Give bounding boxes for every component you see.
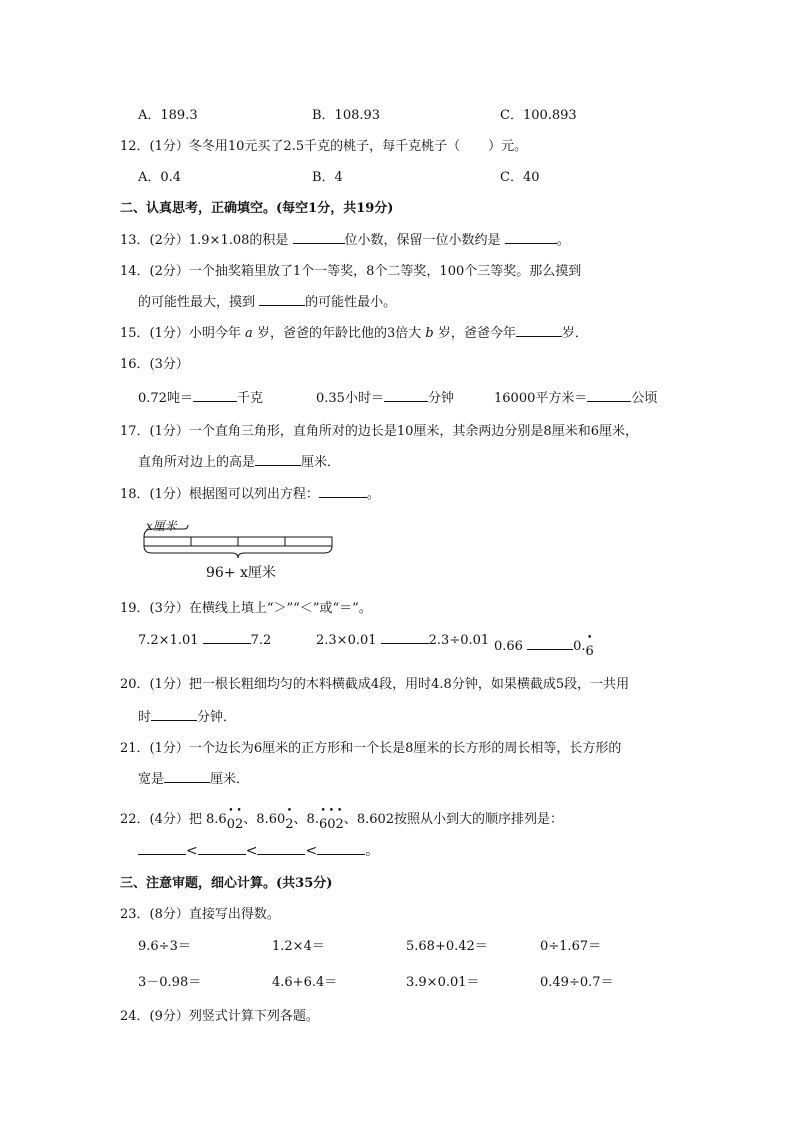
q16-blank-1[interactable] (193, 389, 237, 402)
q12-option-c: C．40 (500, 170, 540, 185)
q18-question: 18．(1分）根据图可以列出方程： 。 (120, 487, 380, 502)
q12-question: 12．(1分）冬冬用10元买了2.5千克的桃子，每千克桃子（ ）元。 (120, 139, 528, 154)
q22-blank-1[interactable] (138, 842, 186, 855)
q19-blank-1[interactable] (203, 631, 251, 644)
q20-line-2: 时 分钟． (138, 710, 237, 725)
q23-r2-c4: 0.49÷0.7＝ (540, 975, 614, 990)
q17-blank[interactable] (255, 453, 301, 466)
q16-heading: 16．(3分） (120, 357, 189, 372)
q21-line-1: 21．(1分）一个边长为6厘米的正方形和一个长是8厘米的长方形的周长相等，长方形的 (120, 741, 622, 756)
q23-r1-c2: 1.2×4＝ (272, 939, 325, 954)
q14-line-2: 的可能性最大，摸到 的可能性最小。 (138, 295, 397, 310)
q23-heading: 23．(8分）直接写出得数。 (120, 907, 280, 922)
q19-blank-2[interactable] (381, 631, 429, 644)
q22-question: 22．(4分）把 8.6• 0• 2、8.60• 2、8.• 6• 0• 2、8.602按照从小到大的顺序排列是： (120, 808, 563, 827)
q12-option-b: B．4 (312, 170, 343, 185)
section-3-heading: 三、注意审题，细心计算。(共35分) (120, 876, 333, 891)
q22-blank-3[interactable] (257, 842, 305, 855)
q18-figure-bottom-label: 96+ x厘米 (206, 565, 276, 581)
q18-blank[interactable] (319, 485, 367, 498)
q19-item-3: 0.66 0.• 6 (494, 637, 594, 654)
q17-line-2: 直角所对边上的高是 厘米． (138, 455, 341, 470)
q24-heading: 24．(9分）列竖式计算下列各题。 (120, 1009, 319, 1024)
q12-option-a: A．0.4 (138, 170, 182, 185)
q16-blank-2[interactable] (384, 389, 428, 402)
q15-question: 15．(1分）小明今年 a 岁，爸爸的年龄比他的3倍大 b 岁，爸爸今年 岁． (120, 326, 588, 341)
q21-line-2: 宽是 厘米． (138, 772, 250, 787)
q11-option-c: C．100.893 (500, 108, 577, 123)
q18-figure-top-label: x厘米 (146, 519, 177, 533)
q23-r2-c1: 3－0.98＝ (138, 975, 202, 990)
q23-r1-c4: 0÷1.67＝ (540, 939, 602, 954)
q22-blank-2[interactable] (198, 842, 246, 855)
q22-answer-line: < < < 。 (138, 840, 379, 860)
q11-option-b: B．108.93 (312, 108, 381, 123)
q13-blank-1[interactable] (293, 231, 345, 244)
q16-blank-3[interactable] (587, 389, 631, 402)
q19-item-1: 7.2×1.01 7.2 (138, 633, 272, 648)
q21-blank[interactable] (164, 770, 210, 783)
q11-option-a: A．189.3 (138, 108, 198, 123)
top-brace (144, 525, 188, 537)
q19-heading: 19．(3分）在横线上填上“＞”“＜”或“＝”。 (120, 601, 372, 616)
q22-blank-4[interactable] (317, 842, 365, 855)
q23-r1-c3: 5.68+0.42＝ (406, 939, 488, 954)
q20-line-1: 20．(1分）把一根长粗细均匀的木料横截成4段，用时4.8分钟，如果横截成5段，一共用 (120, 677, 630, 692)
q16-item-1: 0.72吨＝ 千克 (138, 391, 263, 406)
q23-r2-c2: 4.6+6.4＝ (272, 975, 338, 990)
q14-line-1: 14．(2分）一个抽奖箱里放了1个一等奖，8个二等奖，100个三等奖。那么摸到 (120, 264, 582, 279)
q23-r1-c1: 9.6÷3＝ (138, 939, 191, 954)
q23-r2-c3: 3.9×0.01＝ (406, 975, 480, 990)
q19-item-2: 2.3×0.01 2.3÷0.01 (316, 633, 490, 648)
q20-blank[interactable] (151, 708, 197, 721)
q18-segment-figure (140, 524, 340, 560)
q19-blank-3[interactable] (527, 637, 573, 650)
section-2-heading: 二、认真思考，正确填空。(每空1分，共19分) (120, 201, 394, 216)
q13-question: 13．(2分）1.9×1.08的积是 位小数，保留一位小数约是 。 (120, 233, 570, 248)
q16-item-2: 0.35小时＝ 分钟 (316, 391, 454, 406)
q16-item-3: 16000平方米＝ 公顷 (494, 391, 658, 406)
q13-blank-2[interactable] (505, 231, 557, 244)
q17-line-1: 17．(1分）一个直角三角形，直角所对的边长是10厘米，其余两边分别是8厘米和6厘米， (120, 424, 638, 439)
q14-blank[interactable] (259, 293, 305, 306)
q15-blank[interactable] (516, 324, 562, 337)
bottom-brace (144, 546, 332, 558)
